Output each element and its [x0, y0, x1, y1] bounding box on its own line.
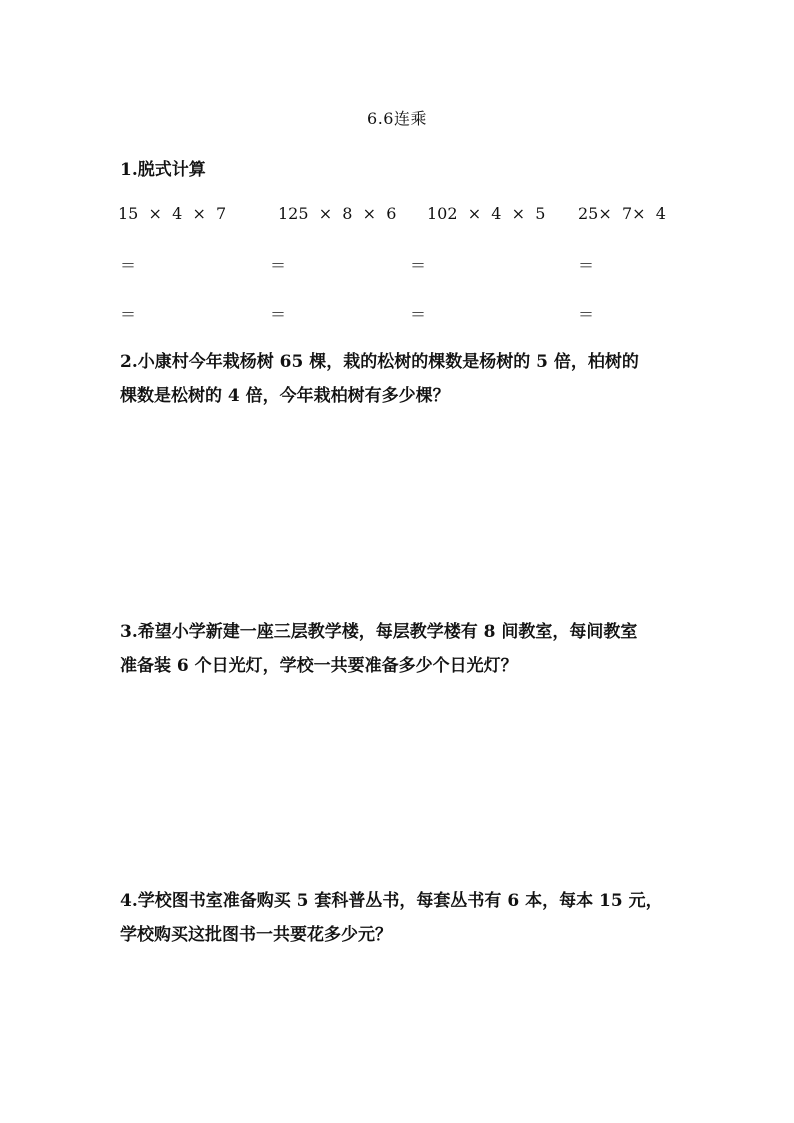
word-problem-2: [120, 345, 690, 413]
problem-text-line: 2.小康村今年栽杨树 65 棵，栽的松树的棵数是杨树的 5 倍，柏树的: [120, 352, 639, 372]
equals-sign: ＝: [270, 305, 287, 324]
page-title: 6.6连乘: [367, 109, 427, 128]
expression-1: 15 × 4 × 7: [118, 204, 227, 223]
section-heading-calculation: 1.脱式计算: [120, 160, 206, 180]
expression-2: 125 × 8 × 6: [278, 204, 397, 223]
problem-text-line: 4.学校图书室准备购买 5 套科普丛书，每套丛书有 6 本，每本 15 元，: [120, 891, 663, 911]
problem-text-line: 棵数是松树的 4 倍，今年栽柏树有多少棵？: [120, 386, 450, 406]
equals-sign: ＝: [410, 256, 427, 275]
equals-sign: ＝: [578, 305, 595, 324]
equals-sign: ＝: [410, 305, 427, 324]
problem-text-line: 3.希望小学新建一座三层教学楼，每层教学楼有 8 间教室，每间教室: [120, 622, 638, 642]
equals-sign: ＝: [120, 305, 137, 324]
problem-text-line: 学校购买这批图书一共要花多少元？: [120, 925, 392, 945]
word-problem-3: [120, 615, 690, 683]
word-problem-4: [120, 884, 690, 952]
equals-sign: ＝: [120, 256, 137, 275]
equals-sign: ＝: [270, 256, 287, 275]
expression-3: 102 × 4 × 5: [427, 204, 546, 223]
equals-sign: ＝: [578, 256, 595, 275]
expression-4: 25× 7× 4: [578, 204, 666, 223]
problem-text-line: 准备装 6 个日光灯，学校一共要准备多少个日光灯？: [120, 656, 518, 676]
